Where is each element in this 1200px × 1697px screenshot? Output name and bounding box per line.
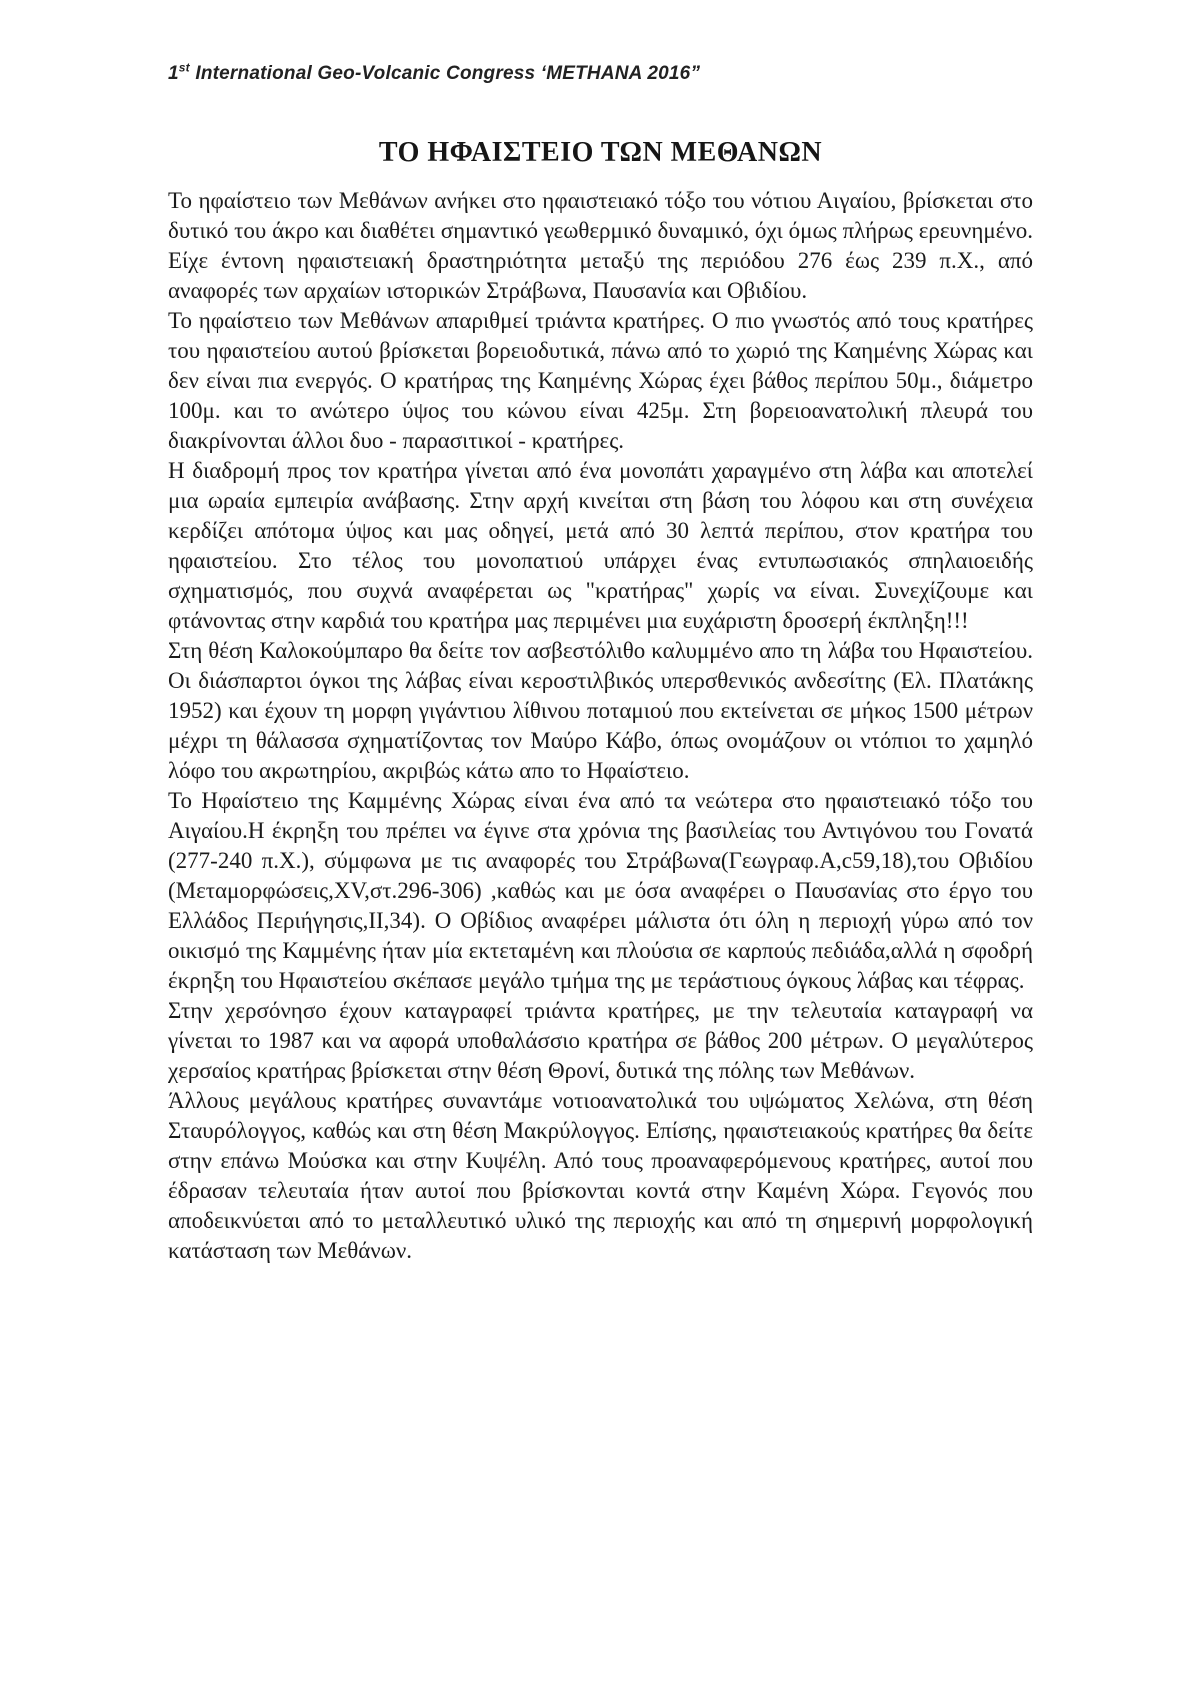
paragraph-4: Στη θέση Καλοκούμπαρο θα δείτε τον ασβεστόλιθο καλυμμένο απο τη λάβα του Ηφαιστείου. Οι διάσπαρτοι όγκοι της λάβας είναι κεροστιλβικός υπερσθενικός ανδεσίτης (Ελ. Πλατάκης 1952) και έχουν τη μορφη γιγάντιου λίθινου ποταμιού που εκτείνεται σε μήκος 1500 μέτρων μέχρι τη θάλασσα σχηματίζοντας τον Μαύρο Κάβο, όπως ονομάζουν οι ντόπιοι το χαμηλό λόφο του ακρωτηρίου, ακριβώς κάτω απο το Ηφαίστειο. bbox=[168, 638, 1033, 783]
paragraph-7: Άλλους μεγάλους κρατήρες συναντάμε νοτιοανατολικά του υψώματος Χελώνα, στη θέση Σταυρόλογγος, καθώς και στη θέση Μακρύλογγος. Επίσης, ηφαιστειακούς κρατήρες θα δείτε στην επάνω Μούσκα και στην Κυψέλη. Από τους προαναφερόμενους κρατήρες, αυτοί που έδρασαν τελευταία ήταν αυτοί που βρίσκονται κοντά στην Καμένη Χώρα. Γεγονός που αποδεικνύεται από το μεταλλευτικό υλικό της περιοχής και από τη σημερινή μορφολογική κατάσταση των Μεθάνων. bbox=[168, 1088, 1033, 1263]
congress-header bbox=[168, 62, 1033, 86]
document-body bbox=[168, 186, 1033, 1266]
document-title: ΤΟ ΗΦΑΙΣΤΕΙΟ ΤΩΝ ΜΕΘΑΝΩΝ bbox=[378, 137, 823, 168]
paragraph-3: Η διαδρομή προς τον κρατήρα γίνεται από ένα μονοπάτι χαραγμένο στη λάβα και αποτελεί μια ωραία εμπειρία ανάβασης. Στην αρχή κινείται στη βάση του λόφου και στη συνέχεια κερδίζει απότομα ύψος και μας οδηγεί, μετά από 30 λεπτά περίπου, στον κρατήρα του ηφαιστείου. Στο τέλος του μονοπατιού υπάρχει ένας εντυπωσιακός σπηλαιοειδής σχηματισμός, που συχνά αναφέρεται ως "κρατήρας" χωρίς να είναι. Συνεχίζουμε και φτάνοντας στην καρδιά του κρατήρα μας περιμένει μια ευχάριστη δροσερή έκπληξη!!! bbox=[168, 458, 1033, 633]
congress-header-number: 1 bbox=[168, 63, 179, 84]
paragraph-6: Στην χερσόνησο έχουν καταγραφεί τριάντα κρατήρες, με την τελευταία καταγραφή να γίνεται το 1987 και να αφορά υποθαλάσσιο κρατήρα σε βάθος 200 μέτρων. Ο μεγαλύτερος χερσαίος κρατήρας βρίσκεται στην θέση Θρονί, δυτικά της πόλης των Μεθάνων. bbox=[168, 998, 1033, 1083]
paragraph-1: Το ηφαίστειο των Μεθάνων ανήκει στο ηφαιστειακό τόξο του νότιου Αιγαίου, βρίσκεται στο δυτικό του άκρο και διαθέτει σημαντικό γεωθερμικό δυναμικό, όχι όμως πλήρως ερευνημένο. Είχε έντονη ηφαιστειακή δραστηριότητα μεταξύ της περιόδου 276 έως 239 π.Χ., από αναφορές των αρχαίων ιστορικών Στράβωνα, Παυσανία και Οβιδίου. bbox=[168, 188, 1033, 303]
paragraph-2: Το ηφαίστειο των Μεθάνων απαριθμεί τριάντα κρατήρες. Ο πιο γνωστός από τους κρατήρες του ηφαιστείου αυτού βρίσκεται βορειοδυτικά, πάνω από το χωριό της Καημένης Χώρας και δεν είναι πια ενεργός. Ο κρατήρας της Καημένης Χώρας έχει βάθος περίπου 50μ., διάμετρο 100μ. και το ανώτερο ύψος του κώνου είναι 425μ. Στη βορειοανατολική πλευρά του διακρίνονται άλλοι δυο - παρασιτικοί - κρατήρες. bbox=[168, 308, 1033, 453]
congress-header-text: International Geo-Volcanic Congress ‘METHANA 2016” bbox=[189, 63, 701, 84]
congress-header-ordinal: st bbox=[178, 60, 190, 75]
paragraph-5: Το Ηφαίστειο της Καμμένης Χώρας είναι ένα από τα νεώτερα στο ηφαιστειακό τόξο του Αιγαίου.Η έκρηξη του πρέπει να έγινε στα χρόνια της βασιλείας του Αντιγόνου του Γονατά (277-240 π.Χ.), σύμφωνα με τις αναφορές του Στράβωνα(Γεωγραφ.Α,c59,18),του Οβιδίου (Μεταμορφώσεις,XV,στ.296-306) ,καθώς και με όσα αναφέρει ο Παυσανίας στο έργο του Ελλάδος Περιήγησις,ΙΙ,34). Ο Οβίδιος αναφέρει μάλιστα ότι όλη η περιοχή γύρω από τον οικισμό της Καμμένης ήταν μία εκτεταμένη και πλούσια σε καρπούς πεδιάδα,αλλά η σφοδρή έκρηξη του Ηφαιστείου σκέπασε μεγάλο τμήμα της με τεράστιους όγκους λάβας και τέφρας. bbox=[168, 788, 1033, 993]
